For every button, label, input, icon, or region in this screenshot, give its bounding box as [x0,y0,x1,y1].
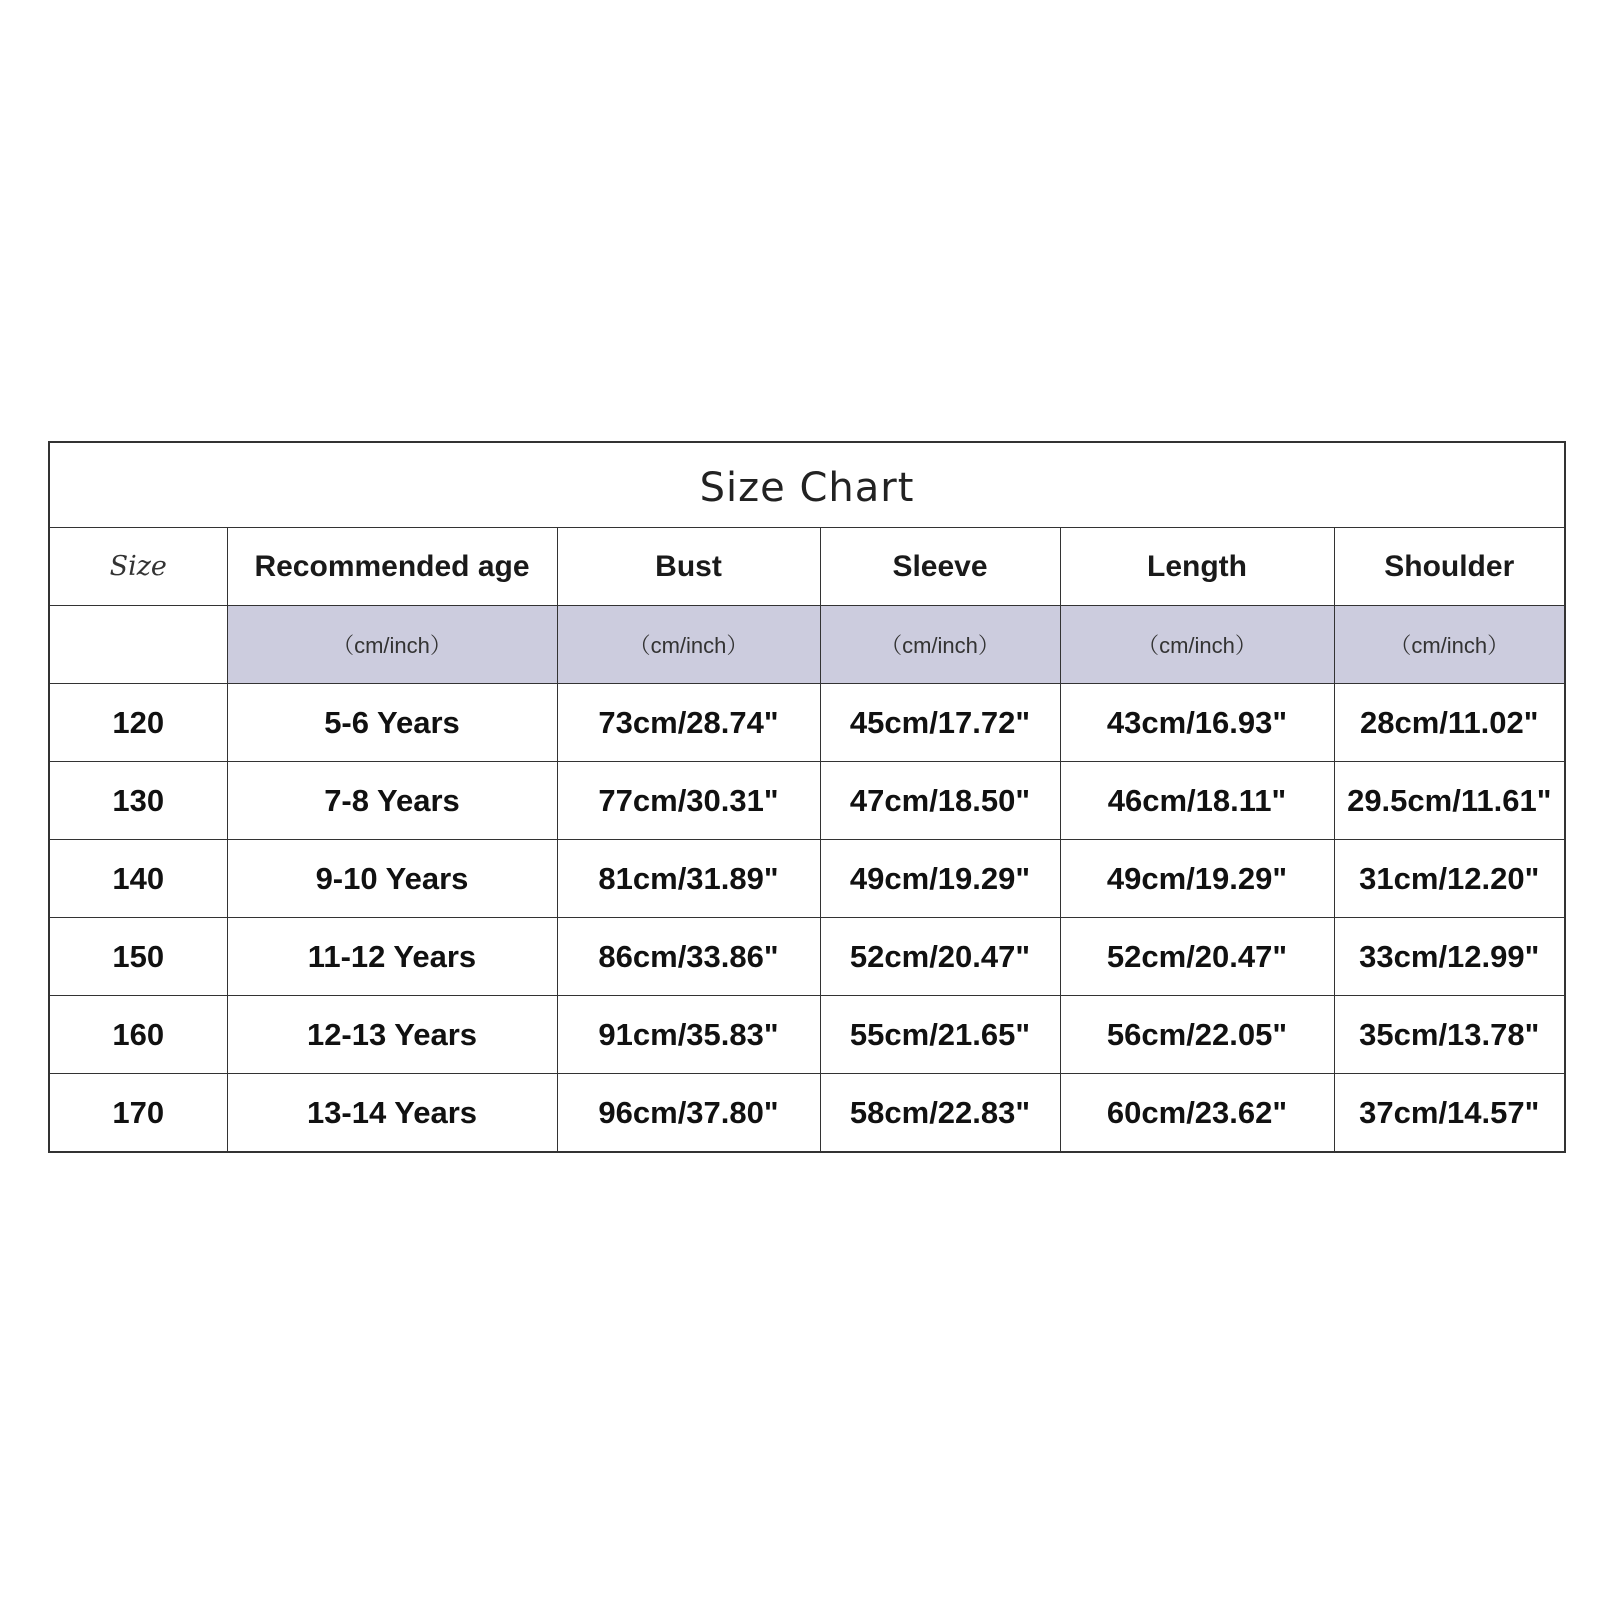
header-bust: Bust [557,528,820,606]
header-shoulder: Shoulder [1334,528,1565,606]
table-row [49,918,1565,996]
table-row [49,996,1565,1074]
unit-empty-cell [49,606,227,684]
cell-sleeve: 47cm/18.50" [820,762,1060,840]
table-row [49,684,1565,762]
header-sleeve: Sleeve [820,528,1060,606]
cell-length: 46cm/18.11" [1060,762,1334,840]
cell-bust: 86cm/33.86" [557,918,820,996]
cell-shoulder: 29.5cm/11.61" [1334,762,1565,840]
header-size: Size [49,528,227,606]
unit-bust: （cm/inch） [557,606,820,684]
cell-sleeve: 49cm/19.29" [820,840,1060,918]
cell-age: 13-14 Years [227,1074,557,1153]
table-row [49,840,1565,918]
cell-shoulder: 31cm/12.20" [1334,840,1565,918]
cell-sleeve: 45cm/17.72" [820,684,1060,762]
cell-length: 56cm/22.05" [1060,996,1334,1074]
cell-length: 49cm/19.29" [1060,840,1334,918]
cell-age: 7-8 Years [227,762,557,840]
cell-size: 140 [49,840,227,918]
cell-size: 160 [49,996,227,1074]
unit-shoulder: （cm/inch） [1334,606,1565,684]
cell-bust: 81cm/31.89" [557,840,820,918]
cell-shoulder: 35cm/13.78" [1334,996,1565,1074]
cell-size: 150 [49,918,227,996]
cell-shoulder: 37cm/14.57" [1334,1074,1565,1153]
header-recommended-age: Recommended age [227,528,557,606]
cell-length: 60cm/23.62" [1060,1074,1334,1153]
table-row [49,762,1565,840]
cell-shoulder: 28cm/11.02" [1334,684,1565,762]
cell-sleeve: 52cm/20.47" [820,918,1060,996]
header-length: Length [1060,528,1334,606]
unit-length: （cm/inch） [1060,606,1334,684]
unit-recommended-age: （cm/inch） [227,606,557,684]
chart-title: Size Chart [49,442,1565,528]
cell-length: 43cm/16.93" [1060,684,1334,762]
header-row [49,528,1565,606]
cell-sleeve: 58cm/22.83" [820,1074,1060,1153]
cell-sleeve: 55cm/21.65" [820,996,1060,1074]
cell-age: 11-12 Years [227,918,557,996]
cell-age: 5-6 Years [227,684,557,762]
cell-bust: 91cm/35.83" [557,996,820,1074]
cell-bust: 77cm/30.31" [557,762,820,840]
cell-size: 170 [49,1074,227,1153]
cell-bust: 73cm/28.74" [557,684,820,762]
cell-length: 52cm/20.47" [1060,918,1334,996]
unit-row [49,606,1565,684]
cell-shoulder: 33cm/12.99" [1334,918,1565,996]
cell-age: 12-13 Years [227,996,557,1074]
cell-size: 120 [49,684,227,762]
cell-age: 9-10 Years [227,840,557,918]
table-row [49,1074,1565,1153]
unit-sleeve: （cm/inch） [820,606,1060,684]
cell-bust: 96cm/37.80" [557,1074,820,1153]
cell-size: 130 [49,762,227,840]
title-row [49,442,1565,528]
size-chart-table [48,441,1566,1153]
